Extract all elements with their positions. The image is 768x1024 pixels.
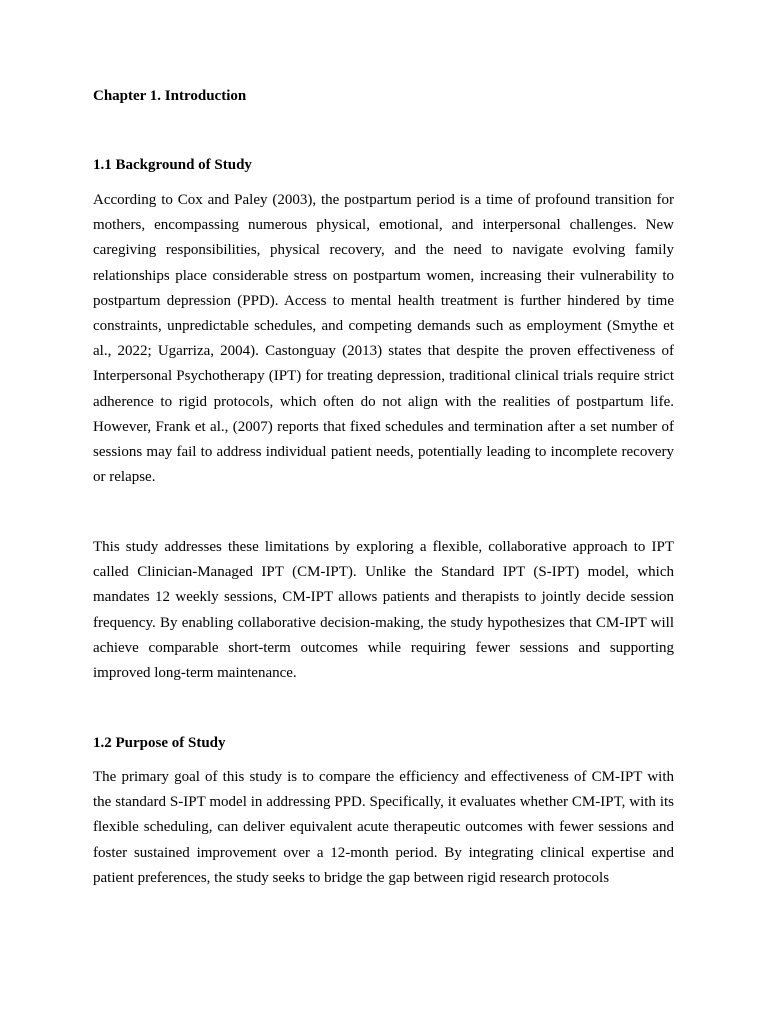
section-heading-background: 1.1 Background of Study (93, 157, 252, 173)
section-heading-purpose: 1.2 Purpose of Study (93, 735, 226, 751)
paragraph-background-2: This study addresses these limitations by exploring a flexible, collaborative approach to IPT called Clinician-Managed IPT (CM-IPT). Unlike the Standard IPT (S-IPT) model, which mandates 12 weekly sessions, CM-IPT allows patients and therapists to jointly decide session frequency. By enabling collaborative decision-making, the study hypothesizes that CM-IPT will achieve comparable short-term outcomes while requiring fewer sessions and supporting improved long-term maintenance. (93, 539, 674, 682)
paragraph-purpose-1: The primary goal of this study is to compare the efficiency and effectiveness of CM-IPT with the standard S-IPT model in addressing PPD. Specifically, it evaluates whether CM-IPT, with its flexible scheduling, can deliver equivalent acute therapeutic outcomes with fewer sessions and foster sustained improvement over a 12-month period. By integrating clinical expertise and patient preferences, the study seeks to bridge the gap between rigid research protocols (93, 769, 674, 886)
chapter-title: Chapter 1. Introduction (93, 88, 247, 104)
paragraph-background-1: According to Cox and Paley (2003), the postpartum period is a time of profound transition for mothers, encompassing numerous physical, emotional, and interpersonal challenges. New caregiving responsibilities, physical recovery, and the need to navigate evolving family relationships place considerable stress on postpartum women, increasing their vulnerability to postpartum depression (PPD). Access to mental health treatment is further hindered by time constraints, unpredictable schedules, and competing demands such as employment (Smythe et al., 2022; Ugarriza, 2004). Castonguay (2013) states that despite the proven effectiveness of Interpersonal Psychotherapy (IPT) for treating depression, traditional clinical trials require strict adherence to rigid protocols, which often do not align with the realities of postpartum life. However, Frank et al., (2007) reports that fixed schedules and termination after a set number of sessions may fail to address individual patient needs, potentially leading to incomplete recovery or relapse. (93, 192, 674, 486)
